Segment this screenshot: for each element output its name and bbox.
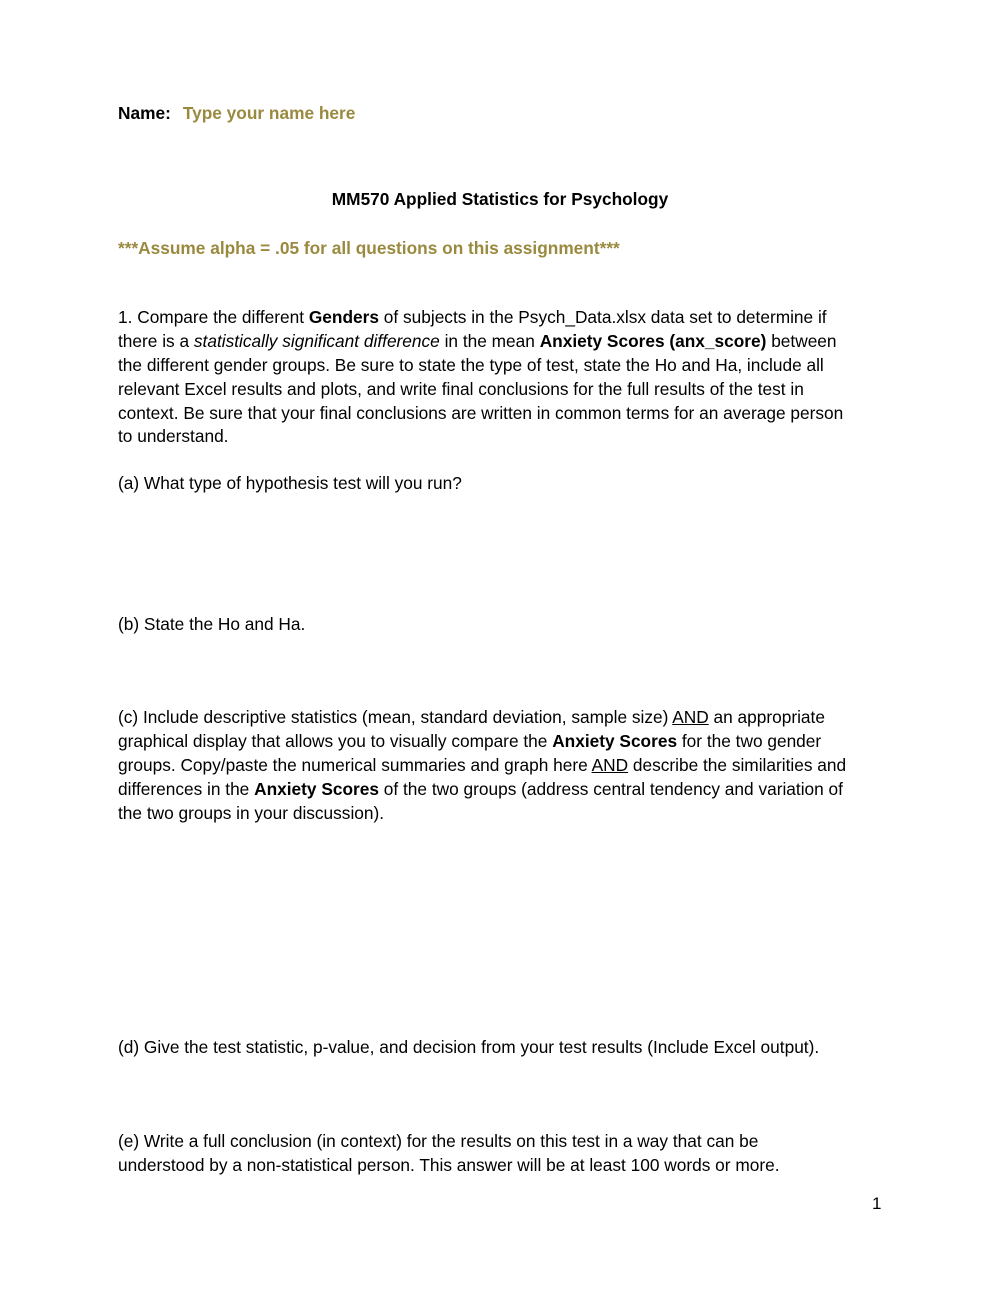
q1-text: of subjects in the Psych_Data.xlsx data set to determine if xyxy=(378,307,827,327)
part-c-text: differences in the xyxy=(118,779,255,799)
q1-line-6: to understand. xyxy=(118,426,229,446)
q1-anxiety-bold: Anxiety Scores (anx_score) xyxy=(539,331,767,351)
alpha-note: ***Assume alpha = .05 for all questions on this assignment*** xyxy=(118,238,620,258)
part-c-text: groups. Copy/paste the numerical summaries and graph here xyxy=(118,755,592,775)
q1-text: there is a xyxy=(118,331,194,351)
part-c-line-3 xyxy=(118,753,846,777)
part-c-and-underlined: AND xyxy=(672,707,709,727)
name-row xyxy=(118,101,355,125)
part-c-anxiety-bold: Anxiety Scores xyxy=(552,731,678,751)
part-c-text: of the two groups (address central tendency and variation of xyxy=(378,779,843,799)
part-c-text: for the two gender xyxy=(677,731,822,751)
page-number: 1 xyxy=(872,1194,882,1213)
part-d-prompt: (d) Give the test statistic, p-value, and decision from your test results (Include Excel output). xyxy=(118,1037,820,1057)
q1-line-2 xyxy=(118,329,837,353)
part-c-line-2 xyxy=(118,729,821,753)
part-c-text: an appropriate xyxy=(708,707,825,727)
q1-text: 1. Compare the different xyxy=(118,307,309,327)
q1-significant-italic: statistically significant difference xyxy=(193,331,440,351)
q1-text: between xyxy=(766,331,837,351)
q1-line-3: the different gender groups. Be sure to state the type of test, state the Ho and Ha, include all xyxy=(118,355,824,375)
part-c-line-5: the two groups in your discussion). xyxy=(118,803,385,823)
q1-text: in the mean xyxy=(439,331,540,351)
q1-line-1 xyxy=(118,305,827,329)
part-b-prompt: (b) State the Ho and Ha. xyxy=(118,614,306,634)
name-field[interactable]: Type your name here xyxy=(182,103,356,123)
course-title: MM570 Applied Statistics for Psychology xyxy=(331,189,669,209)
part-c-and-underlined: AND xyxy=(591,755,629,775)
q1-genders-bold: Genders xyxy=(308,307,379,327)
part-e-line-2: understood by a non-statistical person. This answer will be at least 100 words or more. xyxy=(118,1155,780,1175)
part-a-prompt: (a) What type of hypothesis test will you run? xyxy=(118,473,462,493)
part-c-anxiety-bold: Anxiety Scores xyxy=(254,779,379,799)
q1-line-5: context. Be sure that your final conclusions are written in common terms for an average person xyxy=(118,403,844,423)
q1-line-4: relevant Excel results and plots, and write final conclusions for the full results of the test in xyxy=(118,379,804,399)
part-c-text: describe the similarities and xyxy=(628,755,847,775)
part-e-line-1: (e) Write a full conclusion (in context) for the results on this test in a way that can be xyxy=(118,1131,759,1151)
name-label: Name: xyxy=(118,103,171,123)
part-c-line-4 xyxy=(118,777,843,801)
part-c-text: (c) Include descriptive statistics (mean, standard deviation, sample size) xyxy=(118,707,673,727)
part-c-line-1 xyxy=(118,705,825,729)
part-c-text: graphical display that allows you to visually compare the xyxy=(118,731,553,751)
